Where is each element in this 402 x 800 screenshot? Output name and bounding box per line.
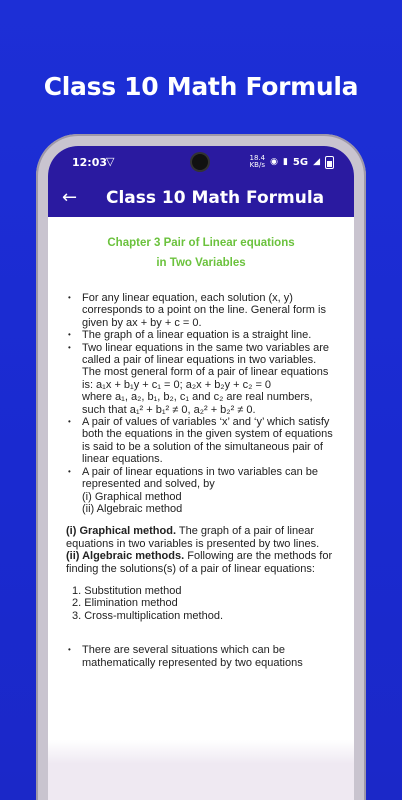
chapter-heading-line2: in Two Variables — [156, 257, 246, 269]
algebraic-method-label: (ii) Algebraic methods. — [66, 550, 185, 563]
chapter-heading — [48, 233, 354, 273]
list-item-sub: (i) Graphical method — [82, 490, 182, 503]
vpn-icon: ▽ — [106, 155, 115, 168]
signal-icon: ▮ — [282, 157, 288, 167]
list-item-sub: (ii) Algebraic method — [82, 502, 183, 515]
list-item: • Two linear equations in the same two variables are called a pair of linear equations in two variables. The most general form of a pair of linear equations is: a₁x + b₁y + c₁ = 0; a₂x + b₂y + c₂ = 0 — [66, 342, 336, 392]
bullet-list-2 — [66, 644, 336, 669]
bullet-list — [66, 292, 336, 515]
front-camera — [192, 154, 208, 170]
app-bar — [48, 179, 354, 217]
status-time: 12:03 — [72, 156, 108, 169]
promo-title: Class 10 Math Formula — [43, 72, 359, 101]
status-icons — [250, 155, 335, 169]
wifi-icon: ◉ — [270, 157, 278, 167]
speed-unit: KB/s — [249, 161, 265, 169]
list-item: • A pair of linear equations in two variables can be represented and solved, by — [66, 466, 336, 491]
signal-bars-icon: ◢ — [313, 157, 320, 167]
list-item: 2. Elimination method — [72, 597, 178, 610]
graphical-method-label: (i) Graphical method. — [66, 525, 177, 538]
algebraic-method-text: Following are the methods for finding the solutions(s) of a pair of linear equations: — [66, 550, 333, 575]
list-item: 3. Cross-multiplication method. — [72, 609, 224, 622]
content-area[interactable] — [48, 217, 354, 800]
algebraic-method-paragraph — [66, 550, 336, 575]
list-item: • The graph of a linear equation is a straight line. — [66, 329, 336, 341]
list-item-continuation: where a₁, a₂, b₁, b₂, c₁ and c₂ are real numbers, such that a₁² + b₁² ≠ 0, a₂² + b₂² ≠ 0. — [82, 391, 313, 416]
status-bar — [48, 146, 354, 179]
bottom-fade — [48, 740, 354, 800]
network-type: 5G — [292, 156, 309, 168]
formula-text — [66, 292, 336, 669]
battery-icon — [325, 156, 334, 169]
speed-value: 18.4 — [249, 154, 266, 162]
list-item: • There are several situations which can be mathematically represented by two equations — [66, 644, 336, 669]
list-item: 1. Substitution method — [72, 584, 182, 597]
app-title: Class 10 Math Formula — [106, 188, 325, 208]
graphical-method-paragraph — [66, 525, 336, 550]
phone-screen — [48, 146, 354, 800]
methods-list — [66, 585, 336, 622]
arrow-back-icon[interactable]: ← — [62, 187, 78, 208]
list-item: • A pair of values of variables ‘x’ and ‘y’ which satisfy both the equations in the given system of equations is said to be a solution of the simultaneous pair of linear equations. — [66, 416, 336, 466]
graphical-method-text: The graph of a pair of linear equations in two variables is presented by two lines. — [66, 525, 320, 550]
chapter-heading-line1: Chapter 3 Pair of Linear equations — [107, 237, 295, 249]
network-speed — [250, 155, 266, 169]
list-item: • For any linear equation, each solution (x, y) corresponds to a point on the line. General form is given by ax + by + c = 0. — [66, 292, 336, 329]
